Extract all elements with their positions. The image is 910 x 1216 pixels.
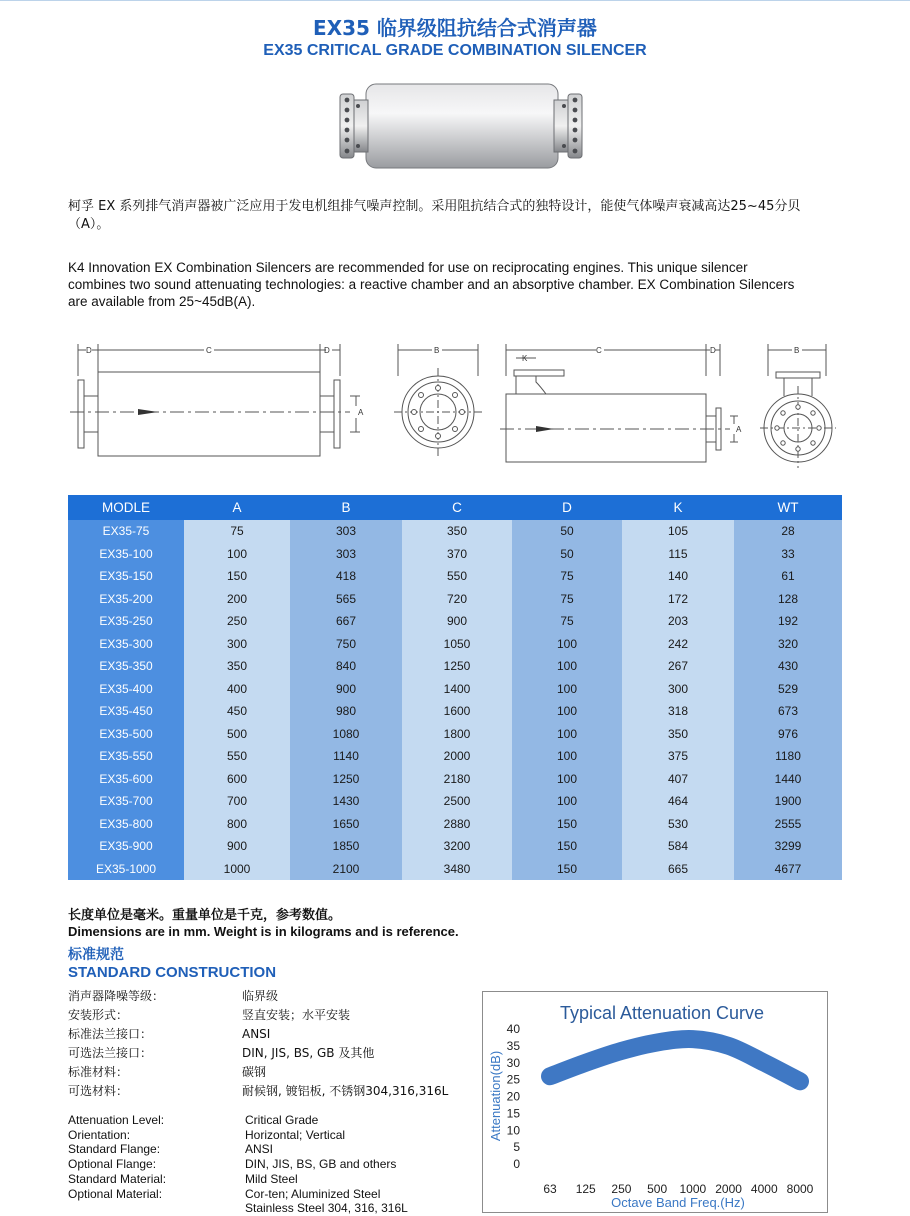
attenuation-chart	[482, 991, 828, 1213]
cell-k: 584	[622, 835, 734, 858]
cell-a: 200	[184, 588, 290, 611]
cell-c: 1800	[402, 723, 512, 746]
cell-b: 1140	[290, 745, 402, 768]
units-note-en: Dimensions are in mm. Weight is in kilograms and is reference.	[68, 924, 459, 939]
end-view-drawing	[394, 344, 482, 456]
cell-c: 2180	[402, 768, 512, 791]
table-row	[68, 655, 842, 678]
cell-a: 900	[184, 835, 290, 858]
cell-d: 75	[512, 588, 622, 611]
table-row	[68, 790, 842, 813]
cell-k: 375	[622, 745, 734, 768]
page-title-cn: EX35 临界级阻抗结合式消声器	[313, 16, 597, 40]
standard-item-cn-key: 标准法兰接口：	[68, 1027, 153, 1041]
col-header-c: C	[402, 495, 512, 520]
silencer-product-image	[330, 80, 592, 172]
cell-model: EX35-75	[68, 520, 184, 543]
cell-c: 1400	[402, 678, 512, 701]
table-row	[68, 745, 842, 768]
cell-a: 800	[184, 813, 290, 836]
cell-wt: 61	[734, 565, 842, 588]
standard-item-cn-key: 安装形式：	[68, 1008, 129, 1022]
cell-c: 3480	[402, 858, 512, 881]
cell-d: 75	[512, 610, 622, 633]
table-row	[68, 633, 842, 656]
svg-text:D: D	[710, 346, 716, 355]
svg-text:K: K	[522, 354, 528, 363]
intro-text-en: K4 Innovation EX Combination Silencers are recommended for use on reciprocating engines. This unique silencer combines two sound attenuating technologies: a reactive chamber and an absorptive chamber. EX Combination Silencers are available from 25~45dB(A).	[68, 260, 795, 309]
cell-a: 1000	[184, 858, 290, 881]
cell-model: EX35-500	[68, 723, 184, 746]
cell-k: 115	[622, 543, 734, 566]
cell-a: 75	[184, 520, 290, 543]
cell-k: 267	[622, 655, 734, 678]
svg-text:D: D	[324, 346, 330, 355]
cell-b: 1650	[290, 813, 402, 836]
cell-model: EX35-800	[68, 813, 184, 836]
table-row	[68, 768, 842, 791]
cell-wt: 33	[734, 543, 842, 566]
table-header-row	[68, 495, 842, 520]
standard-item-en-row	[68, 1157, 408, 1172]
cell-b: 667	[290, 610, 402, 633]
chart-y-tick-label: 20	[506, 1089, 520, 1104]
cell-d: 150	[512, 813, 622, 836]
col-header-d: D	[512, 495, 622, 520]
standard-item-en-key: Standard Flange:	[68, 1142, 161, 1157]
cell-k: 140	[622, 565, 734, 588]
table-row	[68, 565, 842, 588]
chart-x-tick-label: 125	[575, 1182, 596, 1196]
svg-text:A: A	[358, 408, 364, 417]
cell-b: 1850	[290, 835, 402, 858]
chart-x-tick-label: 63	[543, 1182, 557, 1196]
svg-text:A: A	[736, 425, 742, 434]
cell-d: 100	[512, 723, 622, 746]
standard-item-cn-key: 可选材料：	[68, 1084, 129, 1098]
cell-wt: 1440	[734, 768, 842, 791]
standard-heading-en: STANDARD CONSTRUCTION	[68, 964, 277, 981]
standard-heading-cn: 标准规范	[68, 947, 124, 963]
cell-model: EX35-550	[68, 745, 184, 768]
cell-d: 75	[512, 565, 622, 588]
standard-item-en-value: DIN, JIS, BS, GB and others	[245, 1157, 397, 1172]
cell-b: 900	[290, 678, 402, 701]
table-row	[68, 700, 842, 723]
cell-c: 1600	[402, 700, 512, 723]
cell-model: EX35-700	[68, 790, 184, 813]
standard-item-en-value: Critical Grade	[245, 1113, 319, 1127]
standard-item-cn-value: DIN, JIS, BS, GB 及其他	[242, 1046, 375, 1060]
standard-list-en	[68, 1113, 408, 1216]
chart-x-tick-label: 4000	[750, 1182, 778, 1196]
chart-y-axis-label: Attenuation(dB)	[488, 1050, 503, 1142]
standard-item-en-value: ANSI	[245, 1142, 274, 1157]
cell-k: 407	[622, 768, 734, 791]
standard-item-en-row	[68, 1201, 408, 1216]
cell-d: 100	[512, 655, 622, 678]
chart-x-axis-label: Octave Band Freq.(Hz)	[611, 1195, 745, 1210]
cell-c: 550	[402, 565, 512, 588]
dimension-drawings	[60, 336, 840, 476]
cell-b: 1430	[290, 790, 402, 813]
cell-b: 2100	[290, 858, 402, 881]
cell-a: 100	[184, 543, 290, 566]
cell-k: 242	[622, 633, 734, 656]
cell-d: 150	[512, 858, 622, 881]
chart-y-tick-label: 10	[506, 1123, 520, 1138]
chart-x-tick-label: 250	[611, 1182, 632, 1196]
cell-c: 720	[402, 588, 512, 611]
chart-y-tick-label: 35	[506, 1038, 520, 1053]
standard-item-cn-row	[68, 1006, 448, 1025]
cell-wt: 976	[734, 723, 842, 746]
cell-a: 400	[184, 678, 290, 701]
chart-x-tick-label: 8000	[786, 1182, 814, 1196]
chart-frame	[483, 992, 828, 1213]
cell-k: 464	[622, 790, 734, 813]
standard-item-cn-key: 可选法兰接口：	[68, 1046, 153, 1060]
cell-model: EX35-200	[68, 588, 184, 611]
standard-item-en-value: Mild Steel	[245, 1171, 298, 1186]
side-inlet-end-view-drawing	[760, 344, 836, 468]
chart-y-tick-label: 15	[506, 1106, 520, 1121]
cell-wt: 3299	[734, 835, 842, 858]
cell-a: 350	[184, 655, 290, 678]
cell-d: 150	[512, 835, 622, 858]
cell-d: 50	[512, 520, 622, 543]
chart-x-tick-label: 1000	[679, 1182, 707, 1196]
cell-c: 2880	[402, 813, 512, 836]
cell-wt: 4677	[734, 858, 842, 881]
chart-y-tick-label: 30	[506, 1055, 520, 1070]
cell-d: 100	[512, 790, 622, 813]
col-header-k: K	[622, 495, 734, 520]
standard-item-en-row	[68, 1128, 408, 1143]
cell-b: 840	[290, 655, 402, 678]
cell-wt: 320	[734, 633, 842, 656]
page-title-en: EX35 CRITICAL GRADE COMBINATION SILENCER	[263, 42, 647, 59]
cell-wt: 673	[734, 700, 842, 723]
cell-k: 318	[622, 700, 734, 723]
standard-item-cn-value: 竖直安装；水平安装	[242, 1008, 351, 1022]
side-inlet-view-drawing	[500, 344, 742, 462]
cell-wt: 430	[734, 655, 842, 678]
top-rule	[0, 0, 910, 1]
standard-item-en-row	[68, 1142, 408, 1157]
cell-k: 300	[622, 678, 734, 701]
cell-d: 100	[512, 633, 622, 656]
cell-k: 105	[622, 520, 734, 543]
cell-b: 1080	[290, 723, 402, 746]
cell-d: 100	[512, 678, 622, 701]
cell-c: 3200	[402, 835, 512, 858]
svg-text:C: C	[206, 346, 212, 355]
standard-item-en-key: Optional Material:	[68, 1186, 163, 1201]
table-row	[68, 610, 842, 633]
svg-text:D: D	[86, 346, 92, 355]
chart-y-tick-label: 5	[513, 1140, 520, 1155]
cell-model: EX35-900	[68, 835, 184, 858]
cell-c: 370	[402, 543, 512, 566]
cell-c: 2000	[402, 745, 512, 768]
cell-b: 980	[290, 700, 402, 723]
cell-a: 700	[184, 790, 290, 813]
cell-b: 418	[290, 565, 402, 588]
chart-y-tick-label: 0	[513, 1157, 520, 1171]
cell-model: EX35-300	[68, 633, 184, 656]
cell-b: 750	[290, 633, 402, 656]
col-header-wt: WT	[734, 495, 842, 520]
cell-model: EX35-600	[68, 768, 184, 791]
cell-model: EX35-450	[68, 700, 184, 723]
table-row	[68, 858, 842, 881]
cell-model: EX35-100	[68, 543, 184, 566]
standard-item-en-row	[68, 1113, 408, 1128]
svg-text:B: B	[794, 346, 800, 355]
table-row	[68, 588, 842, 611]
cell-a: 450	[184, 700, 290, 723]
cell-d: 100	[512, 745, 622, 768]
cell-c: 2500	[402, 790, 512, 813]
standard-item-en-value: Cor-ten; Aluminized Steel	[245, 1186, 381, 1201]
standard-list-cn	[68, 987, 448, 1101]
cell-model: EX35-150	[68, 565, 184, 588]
table-row	[68, 835, 842, 858]
cell-c: 900	[402, 610, 512, 633]
cell-c: 350	[402, 520, 512, 543]
chart-y-tick-label: 25	[506, 1072, 520, 1087]
standard-item-cn-row	[68, 987, 448, 1006]
cell-wt: 192	[734, 610, 842, 633]
standard-item-en-row	[68, 1187, 408, 1202]
cell-k: 203	[622, 610, 734, 633]
cell-b: 1250	[290, 768, 402, 791]
standard-item-en-value: Stainless Steel 304, 316, 316L	[245, 1201, 408, 1216]
cell-d: 50	[512, 543, 622, 566]
cell-wt: 128	[734, 588, 842, 611]
standard-item-cn-value: ANSI	[242, 1027, 271, 1041]
cell-k: 350	[622, 723, 734, 746]
cell-model: EX35-350	[68, 655, 184, 678]
cell-a: 500	[184, 723, 290, 746]
table-row	[68, 520, 842, 543]
table-row	[68, 723, 842, 746]
standard-item-cn-value: 耐候钢, 镀铝板, 不锈钢304,316,316L	[242, 1084, 449, 1098]
cell-c: 1250	[402, 655, 512, 678]
standard-item-en-row	[68, 1172, 408, 1187]
chart-x-tick-label: 2000	[715, 1182, 742, 1196]
standard-item-cn-key: 标准材料：	[68, 1065, 129, 1079]
cell-model: EX35-400	[68, 678, 184, 701]
standard-item-en-key: Standard Material:	[68, 1171, 167, 1186]
cell-k: 172	[622, 588, 734, 611]
cell-b: 565	[290, 588, 402, 611]
cell-a: 250	[184, 610, 290, 633]
standard-item-en-value: Horizontal; Vertical	[245, 1127, 346, 1142]
table-body	[68, 520, 842, 880]
cell-a: 550	[184, 745, 290, 768]
cell-b: 303	[290, 543, 402, 566]
cell-d: 100	[512, 700, 622, 723]
cell-wt: 2555	[734, 813, 842, 836]
cell-a: 600	[184, 768, 290, 791]
cell-k: 665	[622, 858, 734, 881]
cell-model: EX35-250	[68, 610, 184, 633]
chart-title: Typical Attenuation Curve	[559, 1003, 765, 1023]
cell-wt: 1900	[734, 790, 842, 813]
standard-item-en-key: Orientation:	[68, 1127, 131, 1142]
standard-item-cn-row	[68, 1082, 448, 1101]
cell-b: 303	[290, 520, 402, 543]
standard-item-en-key	[68, 1201, 245, 1216]
svg-text:C: C	[596, 346, 602, 355]
standard-item-en-key: Optional Flange:	[68, 1157, 157, 1172]
cell-d: 100	[512, 768, 622, 791]
standard-item-cn-row	[68, 1025, 448, 1044]
spec-table	[68, 495, 842, 880]
svg-text:B: B	[434, 346, 440, 355]
standard-item-cn-row	[68, 1044, 448, 1063]
cell-a: 150	[184, 565, 290, 588]
col-header-a: A	[184, 495, 290, 520]
col-header-model: MODLE	[68, 495, 184, 520]
table-row	[68, 543, 842, 566]
col-header-b: B	[290, 495, 402, 520]
cell-wt: 1180	[734, 745, 842, 768]
table-row	[68, 678, 842, 701]
units-note-cn: 长度单位是毫米。重量单位是千克，参考数值。	[68, 908, 342, 923]
intro-text-cn: 柯孚 EX 系列排气消声器被广泛应用于发电机组排气噪声控制。采用阻抗结合式的独特设计，能使气体噪声衰减高达25~45分贝（A）。	[68, 199, 801, 232]
cell-model: EX35-1000	[68, 858, 184, 881]
standard-item-cn-row	[68, 1063, 448, 1082]
chart-y-tick-label: 40	[506, 1022, 520, 1036]
side-view-drawing	[70, 344, 364, 456]
cell-k: 530	[622, 813, 734, 836]
standard-item-cn-key: 消声器降噪等级：	[68, 989, 165, 1003]
cell-wt: 28	[734, 520, 842, 543]
cell-wt: 529	[734, 678, 842, 701]
cell-c: 1050	[402, 633, 512, 656]
standard-item-cn-value: 临界级	[242, 989, 279, 1003]
chart-x-tick-label: 500	[647, 1182, 668, 1196]
standard-item-en-key: Attenuation Level:	[68, 1113, 165, 1127]
cell-a: 300	[184, 633, 290, 656]
table-row	[68, 813, 842, 836]
standard-item-cn-value: 碳钢	[242, 1065, 267, 1079]
